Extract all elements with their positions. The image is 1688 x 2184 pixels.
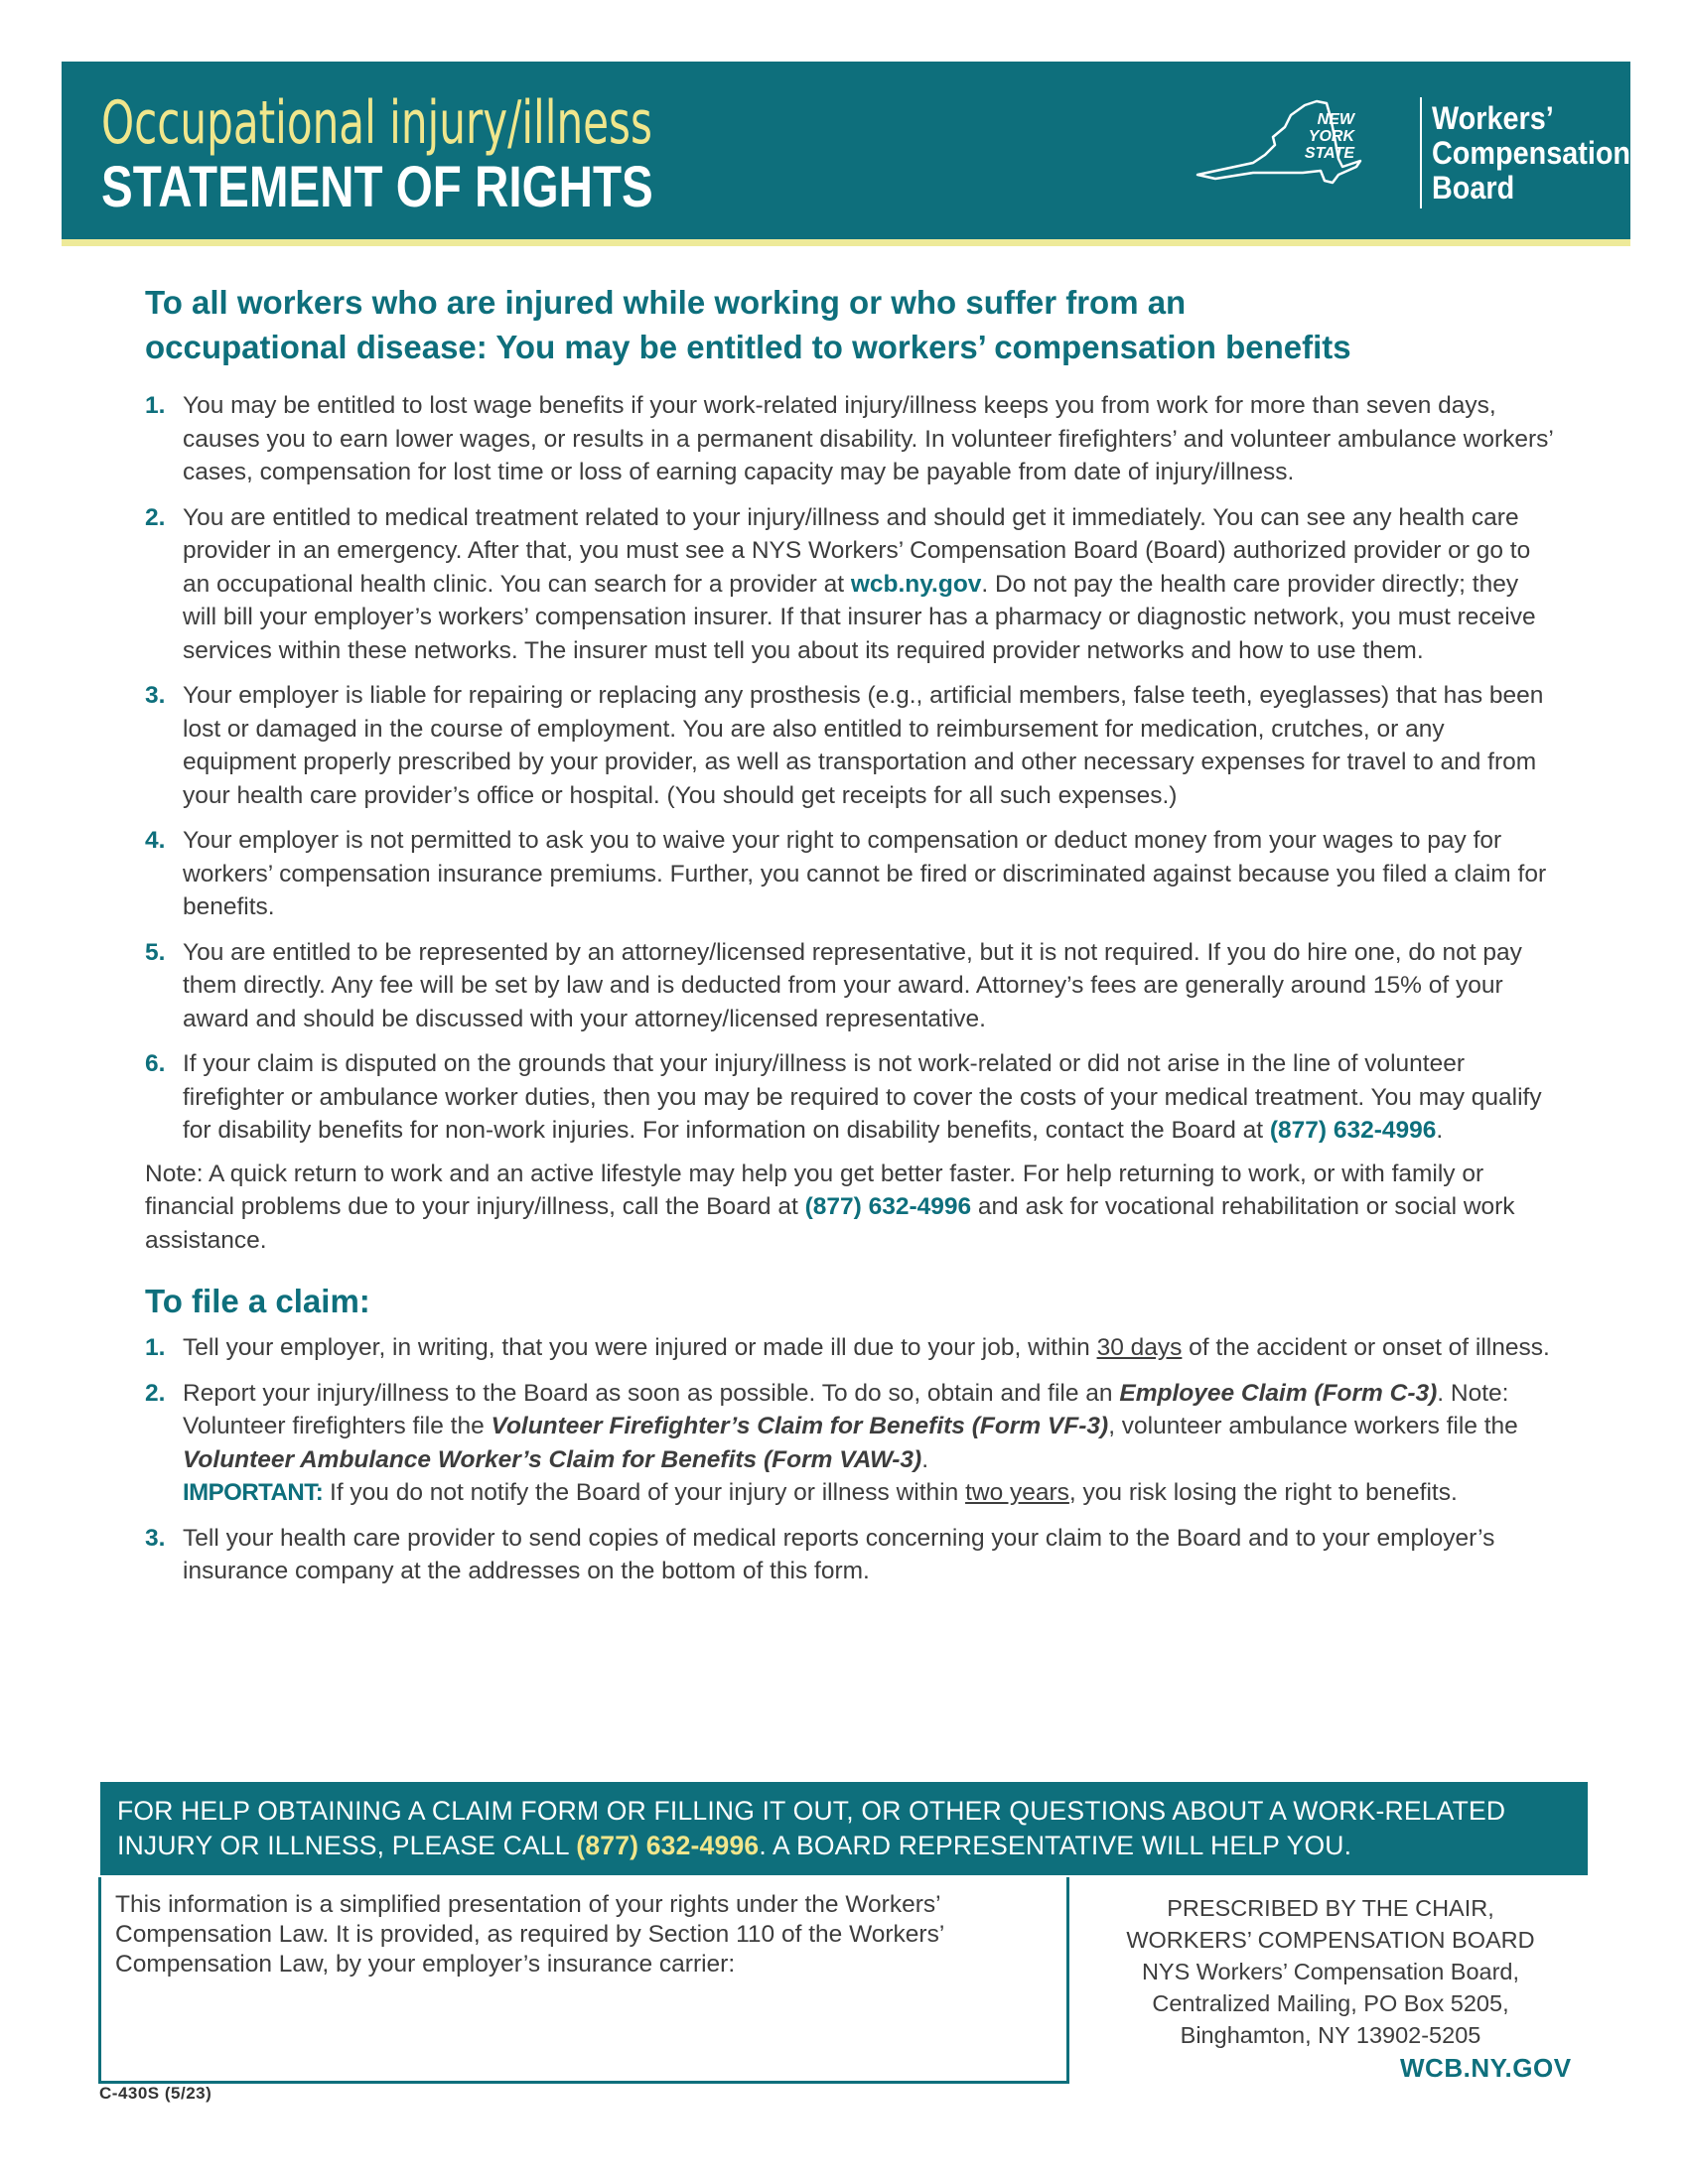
list-item: 2. Report your injury/illness to the Board as soon as possible. To do so, obtain and file an Employee Claim (Form C-3). Note: Volunteer firefighters file the Volunteer Firefighter’s Claim for Benefits (Form VF-3), volunteer ambulance workers file the Volunteer Ambulance Worker’s Claim for Benefits (Form VAW-3). IMPORTANT: If you do not notify the Board of your injury or illness within two years, you risk losing the right to benefits. [145,1379,1518,1506]
list-item: 6. If your claim is disputed on the grounds that your injury/illness is not work-related or did not arise in the line of volunteer firefighter or ambulance worker duties, then you may be required to cover the costs of your medical treatment. You may qualify for disability benefits for non-work injuries. For information on disability benefits, contact the Board at (877) 632-4996. [145,1050,1542,1144]
list-item: 1. Tell your employer, in writing, that you were injured or made ill due to your job, within 30 days of the accident or onset of illness. [145,1334,1550,1361]
rights-list [145,389,1555,1148]
list-item: 2. You are entitled to medical treatment related to your injury/illness and should get it immediately. You can see any health care provider in an emergency. After that, you must see a NYS Workers’ Compensation Board (Board) authorized provider or go to an occupational health clinic. You can search for a provider at wcb.ny.gov. Do not pay the health care provider directly; they will bill your employer’s workers’ compensation insurer. If that insurer has a pharmacy or diagnostic network, you must receive services within these networks. The insurer must tell you about its required provider networks and how to use them. [145,503,1536,664]
board-phone-number[interactable]: (877) 632-4996 [804,1193,972,1220]
logo-divider [1420,97,1422,208]
form-code: C-430S (5/23) [99,2084,212,2103]
important-label: IMPORTANT: [183,1479,324,1506]
list-item: 5. You are entitled to be represented by an attorney/licensed representative, but it is not required. If you do hire one, do not pay them directly. Any fee will be set by law and is deducted from your award. Attorney’s fees are generally around 15% of your award and should be discussed with your attorney/licensed representative. [145,938,1522,1032]
title-line-2: STATEMENT OF RIGHTS [101,155,653,219]
insurance-carrier-box: This information is a simplified presentation of your rights under the Workers’ Compensation Law. It is provided, as required by Section 110 of the Workers’ Compensation Law, by your employer’s insurance carrier: [98,1877,1069,2084]
title-line-1: Occupational injury/illness [101,88,652,158]
agency-name: Workers’ Compensation Board [1432,100,1631,205]
form-vaw3-name: Volunteer Ambulance Worker’s Claim for Benefits (Form VAW-3) [183,1445,922,1473]
main-content [145,280,1555,1600]
return-to-work-note: Note: A quick return to work and an active lifestyle may help you get better faster. For help returning to work, or with family or financial problems due to your injury/illness, call the Board at (877) 632-4996 and ask for vocational rehabilitation or social work assistance. [145,1160,1515,1254]
board-phone-number[interactable]: (877) 632-4996 [1269,1117,1437,1144]
prescribed-by-block: PRESCRIBED BY THE CHAIR, WORKERS’ COMPENSATION BOARD NYS Workers’ Compensation Board, Centralized Mailing, PO Box 5205, Binghamton, NY 13902-5205 [1126,1895,1535,2048]
help-banner: FOR HELP OBTAINING A CLAIM FORM OR FILLING IT OUT, OR OTHER QUESTIONS ABOUT A WORK-RELATED INJURY OR ILLNESS, PLEASE CALL (877) 632-4996. A BOARD REPRESENTATIVE WILL HELP YOU. [100,1782,1588,1875]
list-item: 3. Your employer is liable for repairing or replacing any prosthesis (e.g., artificial members, false teeth, eyeglasses) that has been lost or damaged in the course of employment. You are also entitled to reimbursement for medication, crutches, or any equipment properly prescribed by your provider, as well as transportation and other necessary expenses for travel to and from your health care provider’s office or hospital. (You should get receipts for all such expenses.) [145,682,1544,809]
rights-heading: To all workers who are injured while working or who suffer from an occupational disease: You may be entitled to workers’ compensation benefits [145,284,1351,365]
list-item: 1. You may be entitled to lost wage benefits if your work-related injury/illness keeps you from work for more than seven days, causes you to earn lower wages, or results in a permanent disability. In volunteer firefighters’ and volunteer ambulance workers’ cases, compensation for lost time or loss of earning capacity may be payable from date of injury/illness. [145,392,1553,485]
claim-steps-list [145,1331,1555,1588]
list-item: 4. Your employer is not permitted to ask you to waive your right to compensation or deduct money from your wages to pay for workers’ compensation insurance premiums. Further, you cannot be fired or discriminated against because you filed a claim for benefits. [145,827,1547,920]
nys-wordmark: NEW YORK STATE [1304,111,1354,162]
footer-website-link[interactable]: WCB.NY.GOV [1400,2053,1572,2083]
wcb-website-link[interactable]: wcb.ny.gov [850,570,982,598]
header-banner [62,62,1630,246]
help-phone-number[interactable]: (877) 632-4996 [576,1831,760,1860]
form-vf3-name: Volunteer Firefighter’s Claim for Benefits (Form VF-3) [491,1413,1109,1439]
list-item: 3. Tell your health care provider to send copies of medical reports concerning your claim to the Board and to your employer’s insurance company at the addresses on the bottom of this form. [145,1524,1495,1584]
claim-heading: To file a claim: [145,1283,370,1319]
form-c3-name: Employee Claim (Form C-3) [1119,1379,1438,1407]
nys-wcb-logo [1194,89,1631,218]
